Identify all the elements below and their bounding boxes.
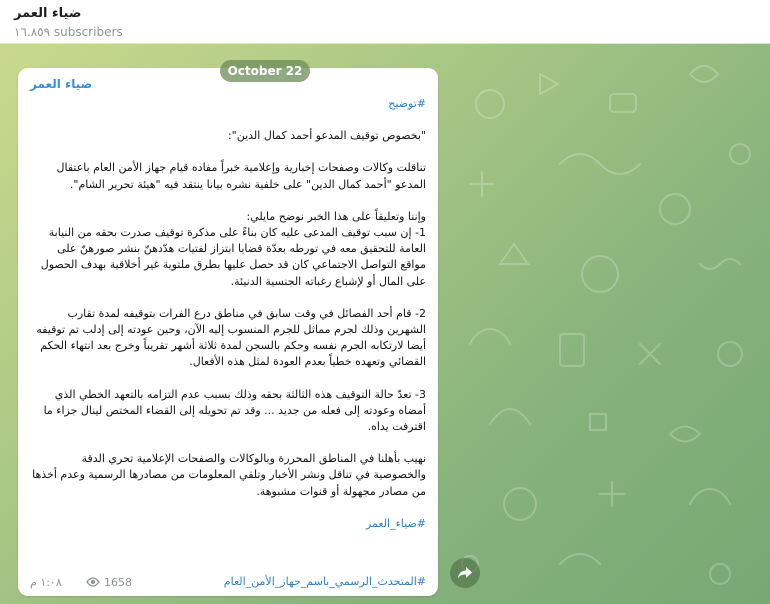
post-point-1: 1- إن سبب توقيف المدعى عليه كان بناءً على مذكرة توقيف صدرت بحقه من النيابة العامة للتحقيق معه في تورطه بعدّة قضايا ابتزاز لفتيات هدّدهنّ بنشر صورهنّ على مواقع التواصل الاجتماعي كان قد حصل عليها بطرق ملتوية غير أخلاقية بهدف الحصول على المال أو لإشباع رغباته الجنسية الدنيئة. [40, 226, 426, 288]
date-separator: October 22 [220, 60, 310, 82]
channel-title[interactable]: ضياء العمر [14, 6, 82, 21]
post-paragraph-news: تناقلت وكالات وصفحات إخبارية وإعلامية خبراً مفاده قيام جهاز الأمن العام باعتقال المدعو "أحمد كمال الدين" على خلفية نشره بيانا ينتقد فيه "هيئة تحرير الشام". [56, 161, 426, 191]
post-intro-line: وإننا وتعليقاً على هذا الخبر نوضح مايلي: [246, 209, 426, 223]
eye-icon [86, 577, 100, 587]
hashtag-official-spokesman[interactable]: #المتحدث_الرسمي_باسم_جهاز_الأمن_العام [223, 575, 426, 588]
post-footer [30, 574, 426, 592]
subscriber-count: ١٦.٨٥٩ subscribers [14, 25, 123, 39]
post-closing-paragraph: نهيب بأهلنا في المناطق المحررة وبالوكالات والصفحات الإعلامية تحري الدقة والخصوصية في تناقل ونشر الأخبار وتلقي المعلومات من مصادرها الرسمية وعدم أخذها من مصادر مجهولة أو قنوات مشبوهة. [32, 452, 426, 498]
share-arrow-icon [457, 566, 473, 580]
view-count: 1658 [104, 576, 132, 589]
hashtag-tawdih[interactable]: #توضيح [388, 97, 426, 110]
hashtag-diaa-alomar[interactable]: #ضياء_العمر [365, 516, 426, 530]
channel-header[interactable] [0, 0, 770, 44]
chat-area [0, 44, 770, 604]
share-button[interactable] [450, 558, 480, 588]
post-subject-line: "بخصوص توقيف المدعو أحمد كمال الدين": [227, 129, 426, 143]
post-point-2: 2- قام أحد الفصائل في وقت سابق في مناطق درع الفرات بتوقيفه لمدة تقارب الشهرين وذلك لجرم مماثل للجرم المنسوب إليه الآن، وحين عودته إلى إدلب تم توقيفه أيضا لارتكابه الجرم نفسه وحكم بالسجن لمدة ثلاثة أشهر تقريباً وخرج بعد انتهاء الحكم القضائي وتعهده خطياً بعدم العودة لمثل هذه الأفعال. [36, 306, 426, 369]
post-text [30, 96, 426, 532]
channel-post-bubble[interactable] [18, 68, 438, 596]
post-time: ١:٠٨ م [30, 576, 62, 589]
post-point-3: 3- تعدّ حالة التوقيف هذه الثالثة بحقه وذلك بسبب عدم التزامه بالتعهد الخطي الذي أمضاه وعودته إلى فعله من جديد ... وقد تم تحويله إلى القضاء المختص لينال جزاء ما اقترفت يداه. [43, 387, 426, 434]
post-sender-name[interactable]: ضياء العمر [30, 77, 93, 91]
